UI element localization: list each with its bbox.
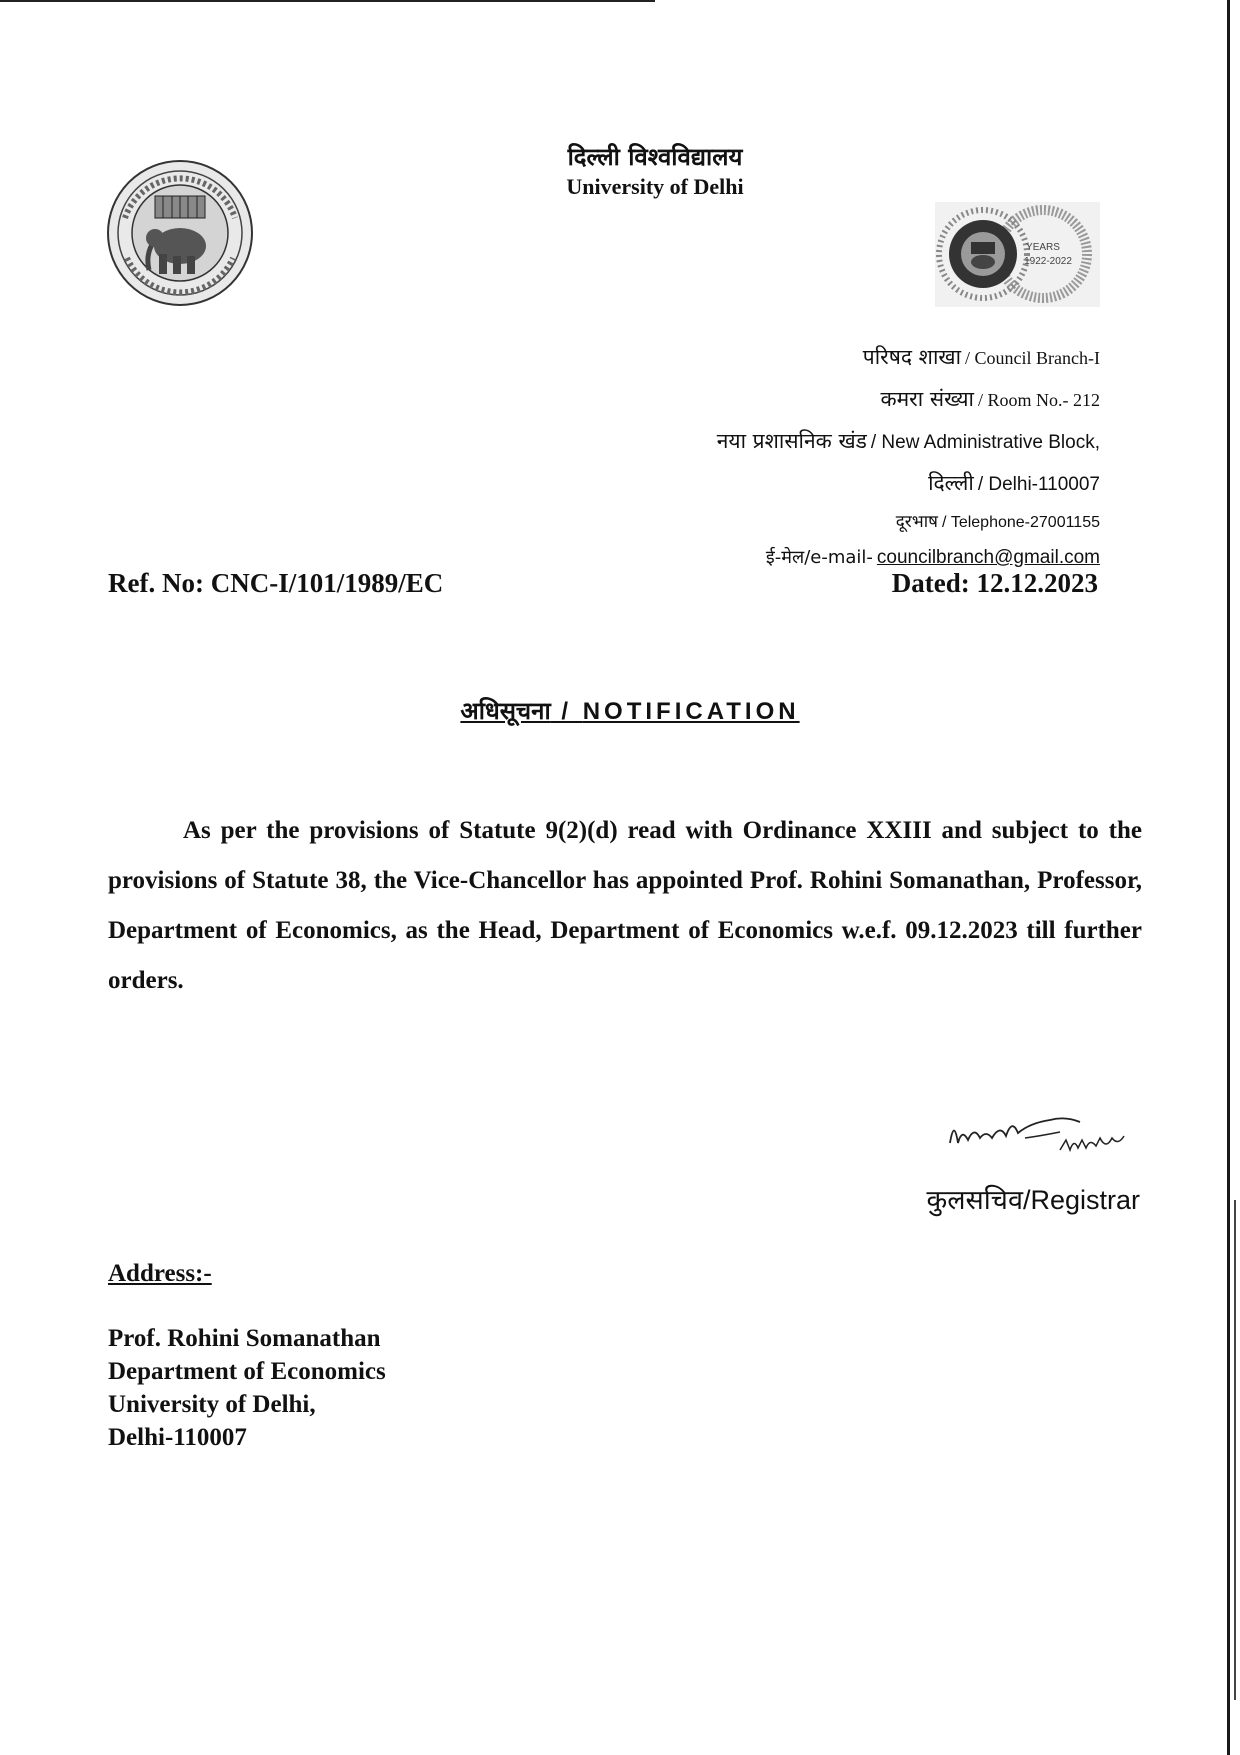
branch-english: / Council Branch-I xyxy=(965,348,1100,368)
university-seal-icon xyxy=(105,158,255,308)
centenary-seal-icon xyxy=(935,202,1100,307)
block-hindi: नया प्रशासनिक खंड xyxy=(716,429,867,453)
room-english: / Room No.- 212 xyxy=(977,390,1100,410)
block-english: / New Administrative Block, xyxy=(870,432,1100,453)
office-address-block xyxy=(717,336,1100,576)
email-link[interactable]: councilbranch@gmail.com xyxy=(876,547,1100,568)
room-hindi: कमरा संख्या xyxy=(880,387,974,411)
office-block-line xyxy=(717,420,1100,462)
registrar-hindi: कुलसचिव xyxy=(926,1185,1023,1216)
date: Dated: 12.12.2023 xyxy=(891,568,1098,598)
email-label: ई-मेल/e-mail- xyxy=(765,547,873,568)
seal-range-text: 1922-2022 xyxy=(1024,256,1072,267)
office-telephone-line xyxy=(717,504,1100,540)
title-hindi: अधिसूचना xyxy=(460,697,551,725)
office-city-line xyxy=(717,462,1100,504)
registrar-english: /Registrar xyxy=(1022,1185,1140,1215)
city-hindi: दिल्ली xyxy=(928,471,974,495)
telephone-hindi: दूरभाष xyxy=(895,512,938,532)
address-lines xyxy=(108,1322,386,1454)
office-room-line xyxy=(717,378,1100,420)
reference-number: Ref. No: CNC-I/101/1989/EC xyxy=(108,568,444,598)
branch-hindi: परिषद शाखा xyxy=(862,345,962,369)
university-name: University of Delhi xyxy=(566,174,744,199)
address-line: University of Delhi, xyxy=(108,1391,316,1418)
top-rule xyxy=(0,0,655,2)
registrar-title xyxy=(927,1180,1140,1217)
office-branch-line xyxy=(717,336,1100,378)
notification-body: As per the provisions of Statute 9(2)(d) read with Ordinance XXIII and subject to the provisions of Statute 38, the Vice-Chancellor has appointed Prof. Rohini Somanathan, Professor, Department of Economics, as the Head, Department of Economics w.e.f. 09.12.2023 till further orders. xyxy=(108,817,1142,994)
address-line: Prof. Rohini Somanathan xyxy=(108,1325,381,1352)
university-name-hindi: दिल्ली विश्वविद्यालय xyxy=(567,143,743,171)
telephone-english: / Telephone-27001155 xyxy=(941,514,1100,531)
seal-years-text: YEARS xyxy=(1026,242,1060,253)
scan-edge-secondary xyxy=(1234,1200,1236,1700)
address-heading: Address:- xyxy=(108,1260,212,1287)
registrar-signature xyxy=(940,1088,1160,1168)
scan-edge xyxy=(1227,0,1230,1755)
title-separator: / xyxy=(550,698,583,725)
address-line: Delhi-110007 xyxy=(108,1424,247,1451)
city-english: / Delhi-110007 xyxy=(977,474,1100,495)
notification-title xyxy=(360,694,900,727)
address-line: Department of Economics xyxy=(108,1358,386,1385)
title-english: NOTIFICATION xyxy=(582,698,800,725)
